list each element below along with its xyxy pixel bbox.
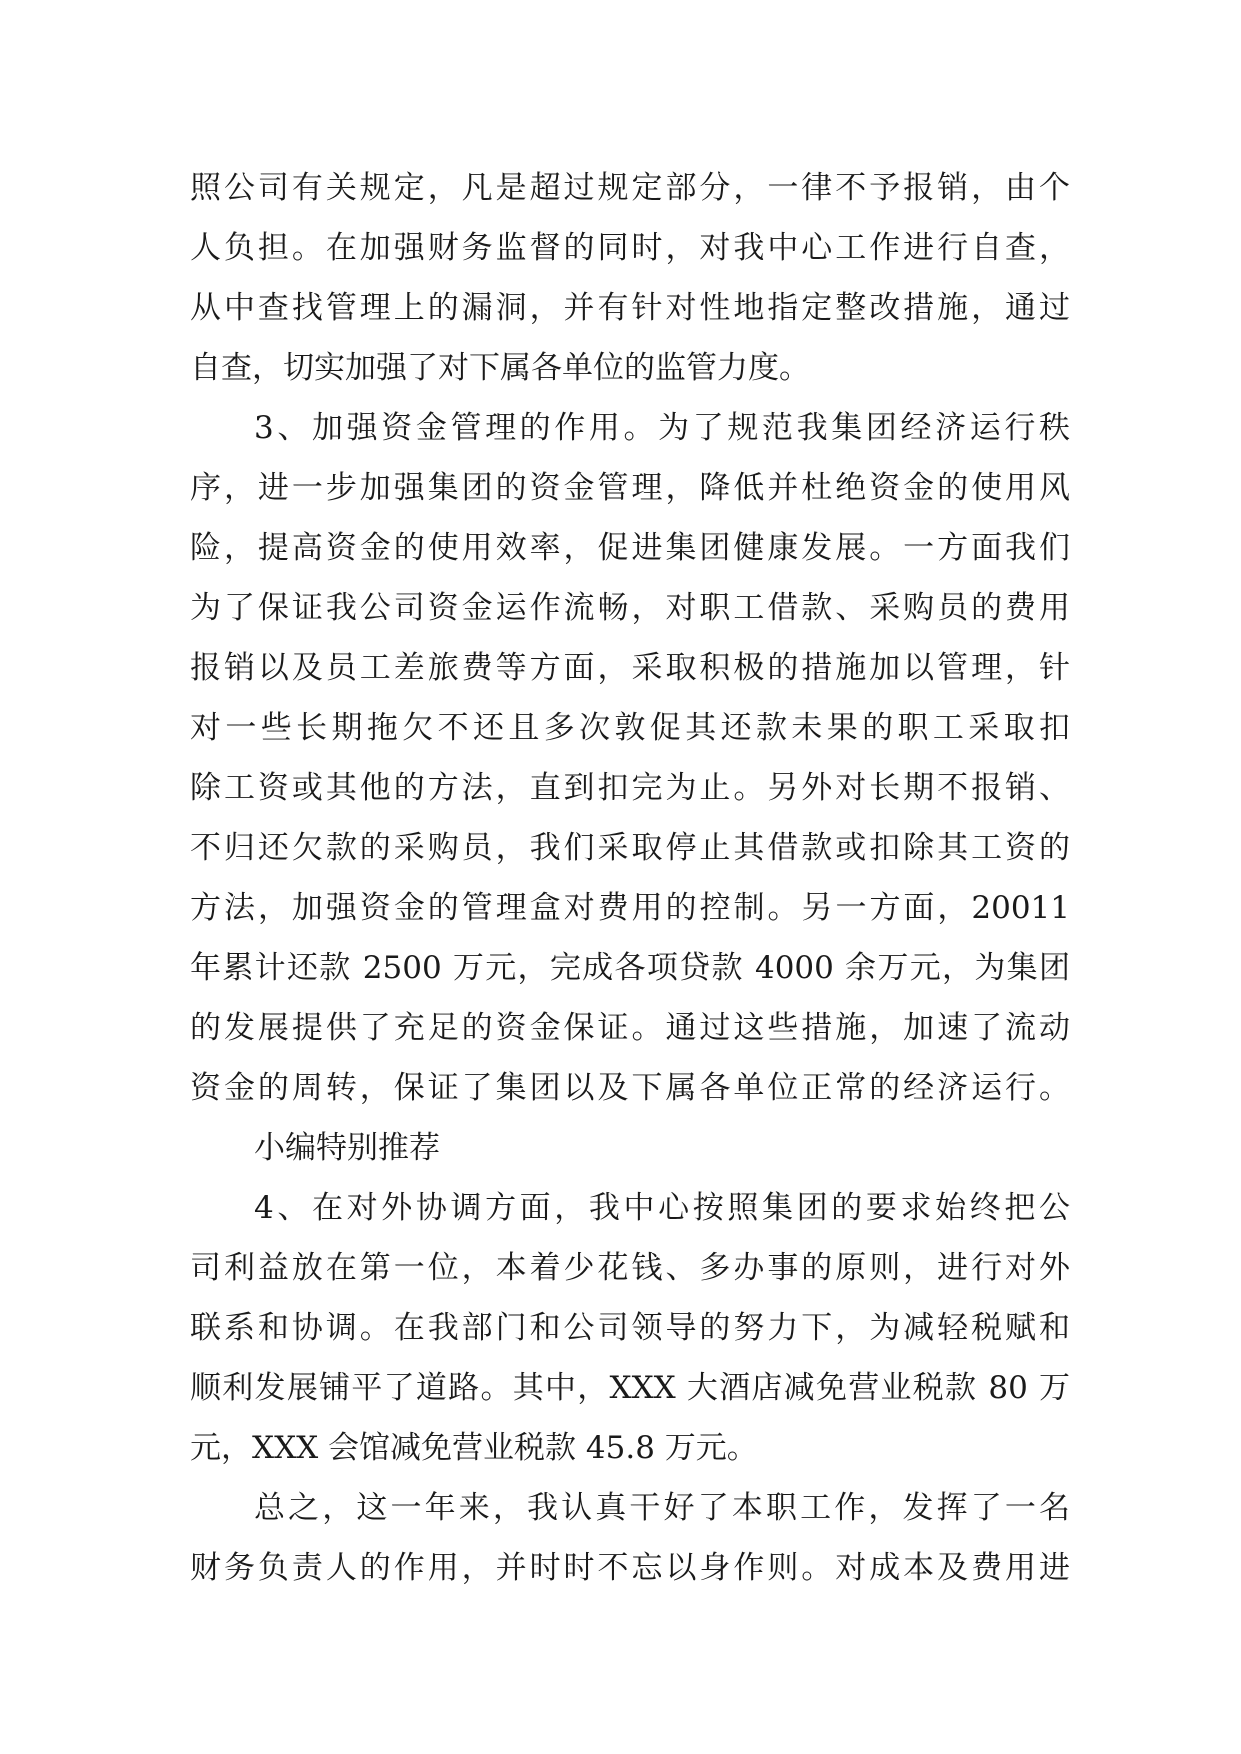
text-line: 4、在对外协调方面，我中心按照集团的要求始终把公	[254, 1190, 1070, 1226]
text-line: 险，提高资金的使用效率，促进集团健康发展。一方面我们	[190, 530, 1070, 566]
text-line: 方法，加强资金的管理盒对费用的控制。另一方面，20011	[190, 890, 1070, 926]
text-line: 报销以及员工差旅费等方面，采取积极的措施加以管理，针	[190, 650, 1070, 686]
text-line: 年累计还款 2500 万元，完成各项贷款 4000 余万元，为集团	[190, 950, 1070, 986]
text-line: 自查，切实加强了对下属各单位的监管力度。	[190, 350, 810, 386]
text-line: 对一些长期拖欠不还且多次敦促其还款未果的职工采取扣	[190, 710, 1070, 746]
text-line: 财务负责人的作用，并时时不忘以身作则。对成本及费用进	[190, 1550, 1070, 1586]
text-line: 为了保证我公司资金运作流畅，对职工借款、采购员的费用	[190, 590, 1070, 626]
text-line: 序，进一步加强集团的资金管理，降低并杜绝资金的使用风	[190, 470, 1070, 506]
text-line: 总之，这一年来，我认真干好了本职工作，发挥了一名	[254, 1490, 1070, 1526]
text-line: 从中查找管理上的漏洞，并有针对性地指定整改措施，通过	[190, 290, 1070, 326]
text-line: 资金的周转，保证了集团以及下属各单位正常的经济运行。	[190, 1070, 1070, 1106]
text-line: 照公司有关规定，凡是超过规定部分，一律不予报销，由个	[190, 170, 1070, 206]
section-heading: 小编特别推荐	[254, 1130, 440, 1166]
text-line: 除工资或其他的方法，直到扣完为止。另外对长期不报销、	[190, 770, 1070, 806]
text-line: 人负担。在加强财务监督的同时，对我中心工作进行自查，	[190, 230, 1070, 266]
text-line: 司利益放在第一位，本着少花钱、多办事的原则，进行对外	[190, 1250, 1070, 1286]
document-body	[190, 158, 1070, 1598]
text-line: 顺利发展铺平了道路。其中，XXX 大酒店减免营业税款 80 万	[190, 1370, 1070, 1406]
text-line: 3、加强资金管理的作用。为了规范我集团经济运行秩	[254, 410, 1070, 446]
text-line: 元，XXX 会馆减免营业税款 45.8 万元。	[190, 1430, 758, 1466]
text-line: 联系和协调。在我部门和公司领导的努力下，为减轻税赋和	[190, 1310, 1070, 1346]
text-line: 不归还欠款的采购员，我们采取停止其借款或扣除其工资的	[190, 830, 1070, 866]
text-line: 的发展提供了充足的资金保证。通过这些措施，加速了流动	[190, 1010, 1070, 1046]
